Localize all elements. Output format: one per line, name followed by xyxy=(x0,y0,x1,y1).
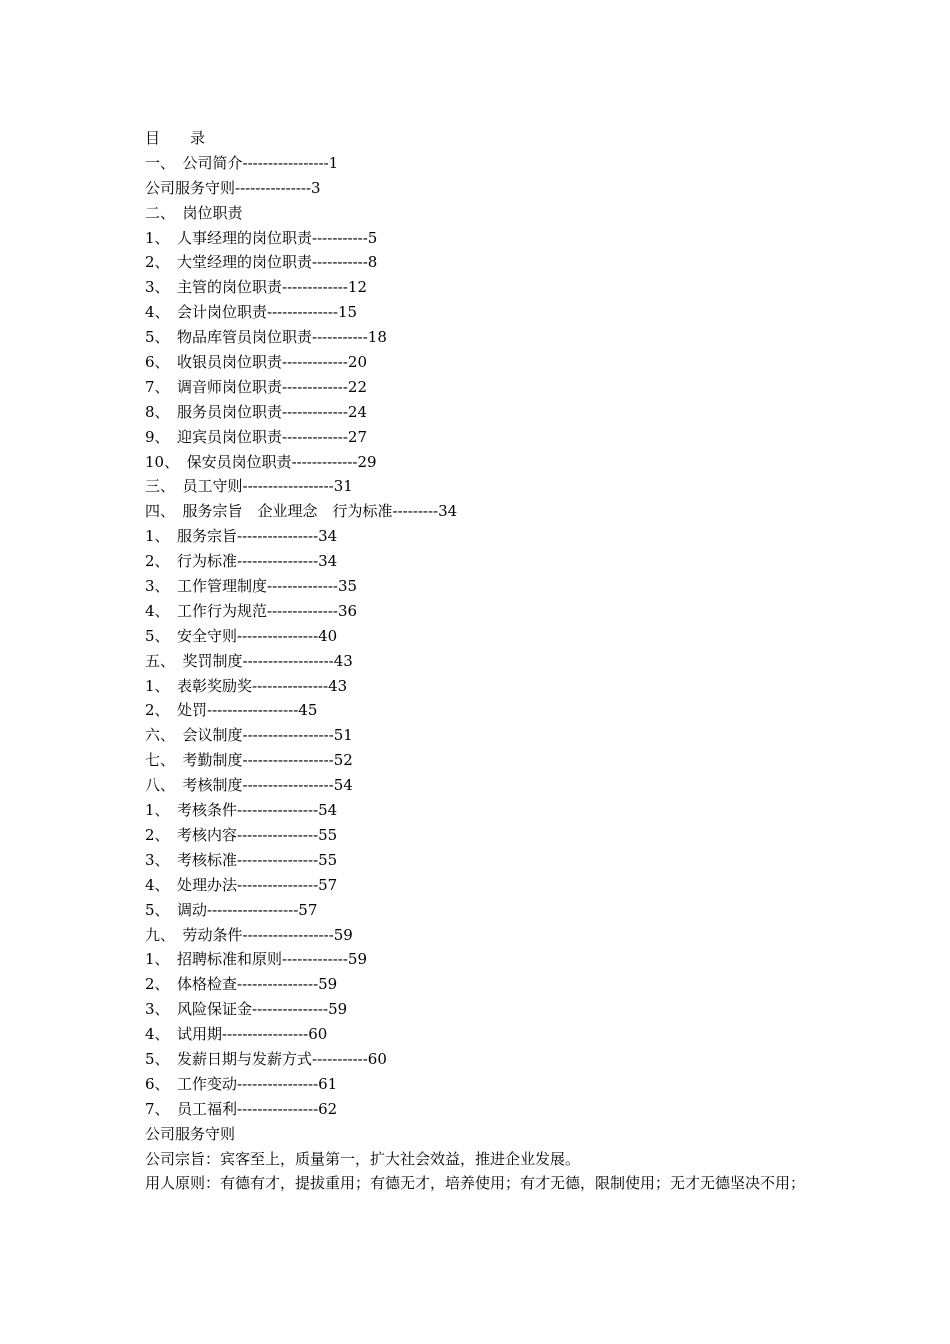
toc-entry: 5、 物品库管员岗位职责-----------18 xyxy=(145,328,387,347)
toc-entry: 1、 表彰奖励奖---------------43 xyxy=(145,676,348,695)
toc-entry: 1、 考核条件----------------54 xyxy=(145,801,338,820)
toc-title: 目 录 xyxy=(145,129,206,147)
paragraph-company-purpose: 公司宗旨：宾客至上，质量第一，扩大社会效益，推进企业发展。 xyxy=(145,1149,581,1168)
toc-entry: 九、 劳动条件------------------59 xyxy=(145,925,353,944)
toc-entry: 3、 风险保证金---------------59 xyxy=(145,1000,348,1019)
toc-entry: 二、 岗位职责 xyxy=(145,203,243,222)
toc-entry: 一、 公司简介-----------------1 xyxy=(145,153,339,172)
toc-entry: 5、 发薪日期与发薪方式-----------60 xyxy=(145,1049,387,1068)
toc-entry: 10、 保安员岗位职责-------------29 xyxy=(145,452,377,471)
toc-entry: 2、 考核内容----------------55 xyxy=(145,825,338,844)
section-heading: 公司服务守则 xyxy=(145,1124,236,1143)
toc-entry: 4、 会计岗位职责--------------15 xyxy=(145,303,358,322)
toc-entry: 1、 人事经理的岗位职责-----------5 xyxy=(145,228,378,247)
toc-entry: 5、 安全守则----------------40 xyxy=(145,626,338,645)
toc-entry: 8、 服务员岗位职责-------------24 xyxy=(145,402,368,421)
toc-entry: 五、 奖罚制度------------------43 xyxy=(145,651,353,670)
toc-entry: 公司服务守则---------------3 xyxy=(145,178,321,197)
toc-entry: 4、 试用期-----------------60 xyxy=(145,1025,328,1044)
paragraph-hiring-principle: 用人原则：有德有才，提拔重用；有德无才，培养使用；有才无德，限制使用；无才无德坚决不用； xyxy=(145,1174,806,1193)
toc-entry: 7、 调音师岗位职责-------------22 xyxy=(145,377,368,396)
toc-entry: 1、 服务宗旨----------------34 xyxy=(145,527,338,546)
toc-entry: 1、 招聘标准和原则-------------59 xyxy=(145,950,368,969)
toc-entry: 3、 主管的岗位职责-------------12 xyxy=(145,278,368,297)
document-content xyxy=(145,126,815,1196)
toc-entry: 2、 处罚------------------45 xyxy=(145,701,318,720)
toc-entry: 4、 处理办法----------------57 xyxy=(145,875,338,894)
toc-entry: 三、 员工守则------------------31 xyxy=(145,477,353,496)
toc-entry: 9、 迎宾员岗位职责-------------27 xyxy=(145,427,368,446)
toc-entry: 2、 体格检查----------------59 xyxy=(145,975,338,994)
toc-entry: 3、 考核标准----------------55 xyxy=(145,850,338,869)
toc-entry: 5、 调动------------------57 xyxy=(145,900,318,919)
toc-entry: 2、 行为标准----------------34 xyxy=(145,552,338,571)
toc-entry: 3、 工作管理制度--------------35 xyxy=(145,577,358,596)
toc-entry: 6、 收银员岗位职责-------------20 xyxy=(145,353,368,372)
toc-entry: 八、 考核制度------------------54 xyxy=(145,776,353,795)
toc-entry: 6、 工作变动----------------61 xyxy=(145,1074,338,1093)
toc-entry: 7、 员工福利----------------62 xyxy=(145,1099,338,1118)
toc-entry: 四、 服务宗旨 企业理念 行为标准---------34 xyxy=(145,502,458,521)
toc-entry: 七、 考勤制度------------------52 xyxy=(145,751,353,770)
toc-entry: 4、 工作行为规范--------------36 xyxy=(145,601,358,620)
toc-entry: 2、 大堂经理的岗位职责-----------8 xyxy=(145,253,378,272)
toc-entry: 六、 会议制度------------------51 xyxy=(145,726,353,745)
